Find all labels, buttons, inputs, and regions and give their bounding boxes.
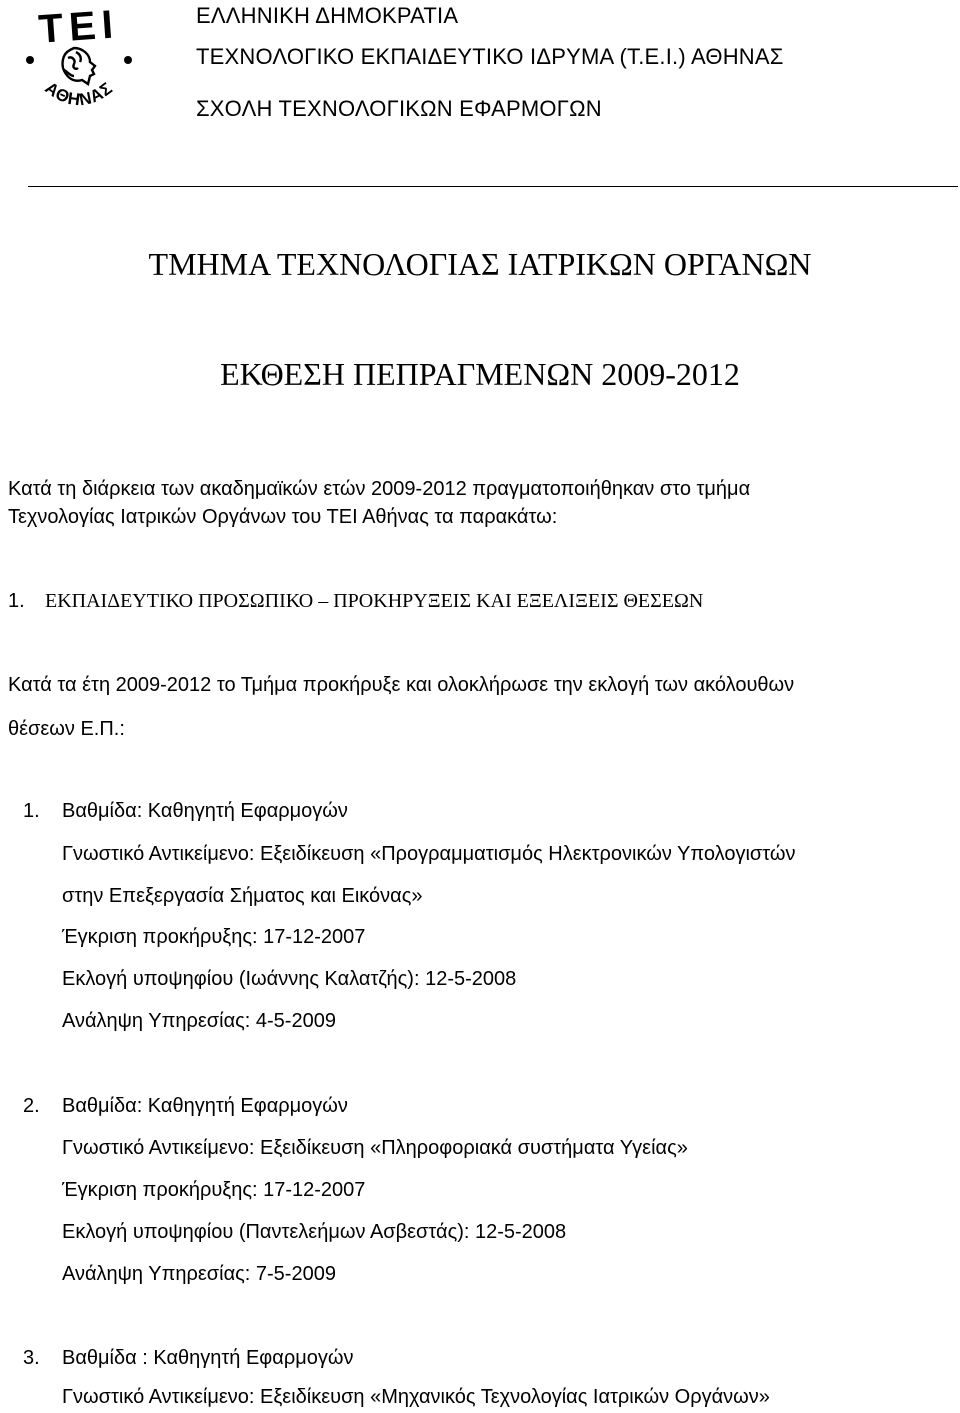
section-number: 1.	[8, 590, 25, 612]
position-number: 2.	[23, 1095, 40, 1117]
position-subject-line-1: Γνωστικό Αντικείμενο: Εξειδίκευση «Πληροφοριακά συστήματα Υγείας»	[62, 1137, 688, 1159]
header-country: ΕΛΛΗΝΙΚΗ ΔΗΜΟΚΡΑΤΙΑ	[196, 3, 459, 28]
position-subject-line-2: στην Επεξεργασία Σήματος και Εικόνας»	[62, 885, 423, 907]
position-assumption: Ανάληψη Υπηρεσίας: 7-5-2009	[62, 1263, 336, 1285]
position-assumption: Ανάληψη Υπηρεσίας: 4-5-2009	[62, 1010, 336, 1032]
position-number: 1.	[23, 800, 40, 822]
header-school: ΣΧΟΛΗ ΤΕΧΝΟΛΟΓΙΚΩΝ ΕΦΑΡΜΟΓΩΝ	[196, 96, 602, 121]
position-number: 3.	[23, 1347, 40, 1369]
logo-text-top: ΤΕΙ	[37, 2, 121, 52]
department-title: ΤΜΗΜΑ ΤΕΧΝΟΛΟΓΙΑΣ ΙΑΤΡΙΚΩΝ ΟΡΓΑΝΩΝ	[148, 246, 812, 282]
position-subject-line-1: Γνωστικό Αντικείμενο: Εξειδίκευση «Μηχανικός Τεχνολογίας Ιατρικών Οργάνων»	[62, 1386, 770, 1408]
section-intro-line-2: θέσεων Ε.Π.:	[8, 718, 125, 740]
logo-text-bottom: ΑΘΗΝΑΣ	[41, 78, 117, 110]
position-approval: Έγκριση προκήρυξης: 17-12-2007	[62, 926, 366, 948]
position-rank: Βαθμίδα: Καθηγητή Εφαρμογών	[62, 1095, 348, 1117]
position-rank: Βαθμίδα: Καθηγητή Εφαρμογών	[62, 800, 348, 822]
head-profile-icon	[63, 48, 95, 84]
position-election: Εκλογή υποψηφίου (Παντελεήμων Ασβεστάς): 12-5-2008	[62, 1221, 567, 1243]
position-rank: Βαθμίδα : Καθηγητή Εφαρμογών	[62, 1347, 354, 1369]
logo-dot-right	[124, 56, 132, 64]
tei-athens-logo	[18, 0, 140, 118]
header-divider	[28, 186, 958, 187]
position-election: Εκλογή υποψηφίου (Ιωάννης Καλατζής): 12-5-2008	[62, 968, 517, 990]
position-subject-line-1: Γνωστικό Αντικείμενο: Εξειδίκευση «Προγραμματισμός Ηλεκτρονικών Υπολογιστών	[62, 843, 796, 865]
position-approval: Έγκριση προκήρυξης: 17-12-2007	[62, 1179, 366, 1201]
logo-dot-left	[26, 56, 34, 64]
report-title: ΕΚΘΕΣΗ ΠΕΠΡΑΓΜΕΝΩΝ 2009-2012	[220, 356, 740, 392]
section-intro-line-1: Κατά τα έτη 2009-2012 το Τμήμα προκήρυξε και ολοκλήρωσε την εκλογή των ακόλουθων	[8, 674, 795, 696]
intro-line-1: Κατά τη διάρκεια των ακαδημαϊκών ετών 2009-2012 πραγματοποιήθηκαν στο τμήμα	[8, 478, 751, 500]
section-title: ΕΚΠΑΙΔΕΥΤΙΚΟ ΠΡΟΣΩΠΙΚΟ – ΠΡΟΚΗΡΥΞΕΙΣ ΚΑΙ ΕΞΕΛΙΞΕΙΣ ΘΕΣΕΩΝ	[45, 590, 704, 612]
header-institution: ΤΕΧΝΟΛΟΓΙΚΟ ΕΚΠΑΙΔΕΥΤΙΚΟ ΙΔΡΥΜΑ (Τ.Ε.Ι.) ΑΘΗΝΑΣ	[196, 44, 784, 69]
intro-line-2: Τεχνολογίας Ιατρικών Οργάνων του ΤΕΙ Αθήνας τα παρακάτω:	[8, 506, 558, 528]
